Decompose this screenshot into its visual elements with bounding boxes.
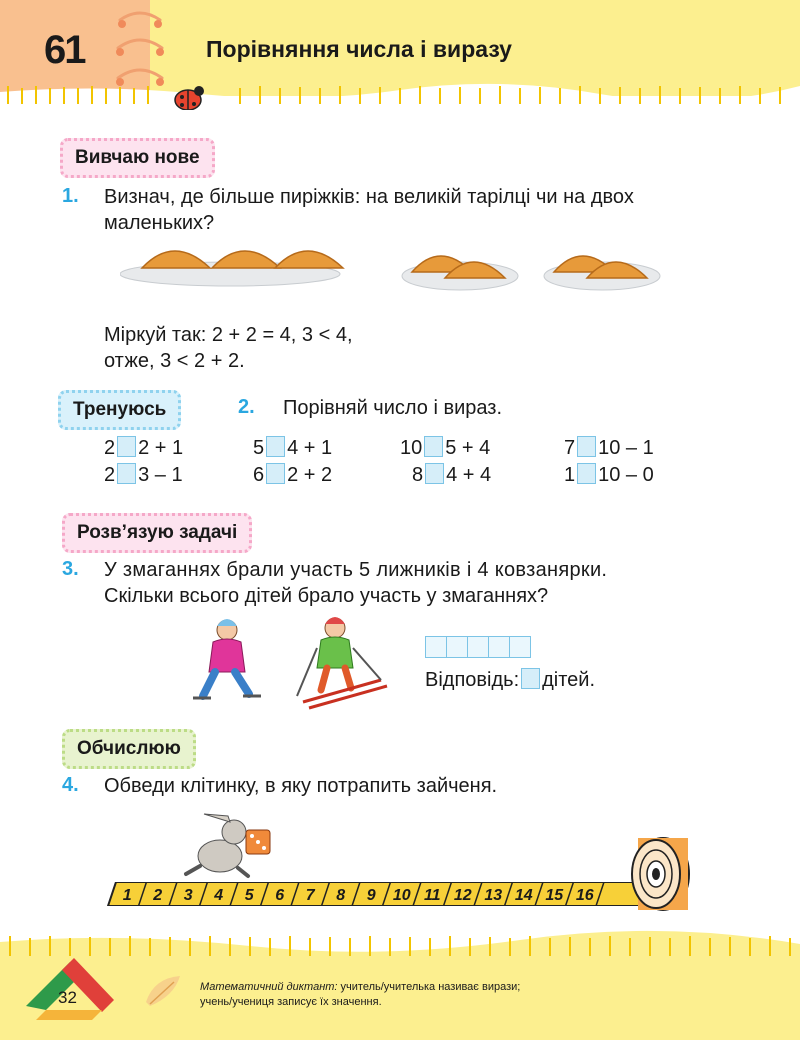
number-track [100,882,640,906]
comparison-item: 5 4 + 1 [253,437,333,459]
answer-box[interactable] [577,436,596,457]
section-tag-calculate: Обчислюю [62,729,196,769]
track-cell-3[interactable]: 3 [183,887,193,904]
answer-box[interactable] [577,463,596,484]
task1-reasoning-line2: отже, 3 < 2 + 2. [104,350,245,372]
footer-note-line1: учитель/учителька називає вирази; [337,981,521,993]
comparison-item: 10 5 + 4 [400,437,491,459]
answer-cells[interactable] [425,636,531,658]
skaters-skiers-illustration [185,612,400,712]
track-cell-4[interactable]: 4 [214,887,224,904]
task2-text: Порівняй число і вираз. [283,397,503,419]
bunny-with-die-illustration [180,808,280,880]
pies-illustration [120,232,680,308]
answer-box[interactable] [425,463,444,484]
lesson-number: 61 [44,28,85,72]
comparison-item: 1 10 – 0 [564,464,654,486]
task2-number: 2. [238,396,255,418]
answer-line [425,667,595,693]
comparison-item: 6 2 + 2 [253,464,333,486]
task4-text: Обведи клітинку, в яку потрапить зайченя. [104,775,498,797]
comparison-item: 8 4 + 4 [412,464,492,486]
task1-number: 1. [62,185,79,207]
answer-label: Відповідь: [425,669,520,691]
section-tag-practice: Тренуюсь [58,390,181,430]
task3-number: 3. [62,558,79,580]
track-cell-10[interactable]: 10 [392,887,411,904]
track-cell-8[interactable]: 8 [336,887,346,904]
track-cell-7[interactable]: 7 [305,887,315,904]
section-tag-learn-new: Вивчаю нове [60,138,215,178]
track-cell-6[interactable]: 6 [275,887,285,904]
task1-text-line1: Визнач, де більше пиріжків: на великій тарілці чи на двох [104,186,634,208]
track-cell-16[interactable]: 16 [575,887,594,904]
task3-text-line1: У змаганнях брали участь 5 лижників і 4 ковзанярки. [104,559,608,581]
comparison-item: 7 10 – 1 [564,437,654,459]
footer-note [200,980,520,1010]
answer-unit: дітей. [542,669,596,691]
track-cell-2[interactable]: 2 [153,887,163,904]
track-cell-11[interactable]: 11 [423,887,441,904]
answer-box[interactable] [424,436,443,457]
track-cell-13[interactable]: 13 [484,887,503,904]
track-cell-9[interactable]: 9 [366,887,376,904]
answer-box[interactable] [266,463,285,484]
track-cell-12[interactable]: 12 [453,887,472,904]
answer-box[interactable] [117,436,136,457]
skier-figure [297,617,387,708]
task1-reasoning-line1: Міркуй так: 2 + 2 = 4, 3 < 4, [104,324,353,346]
page-number: 32 [58,988,77,1007]
comparison-item: 2 3 – 1 [104,464,183,486]
track-cell-14[interactable]: 14 [514,887,533,904]
task1-text-line2: маленьких? [104,212,215,234]
comparison-item: 2 2 + 1 [104,437,184,459]
tape-roll-icon [618,826,708,916]
footer-note-label: Математичний диктант: [200,981,338,993]
answer-box[interactable] [266,436,285,457]
leaf-icon [140,972,190,1012]
track-cell-5[interactable]: 5 [244,887,254,904]
track-cell-15[interactable]: 15 [545,887,564,904]
track-cell-1[interactable]: 1 [122,887,132,904]
answer-box[interactable] [117,463,136,484]
skater-figure [193,619,261,698]
task3-text-line2: Скільки всього дітей брало участь у змаганнях? [104,585,549,607]
answer-box[interactable] [521,668,540,689]
page-title: Порівняння числа і виразу [206,36,512,62]
task4-number: 4. [62,774,79,796]
section-tag-solve-problems: Розв’язую задачі [62,513,252,553]
footer-note-line2: учень/учениця записує їх значення. [200,996,382,1008]
